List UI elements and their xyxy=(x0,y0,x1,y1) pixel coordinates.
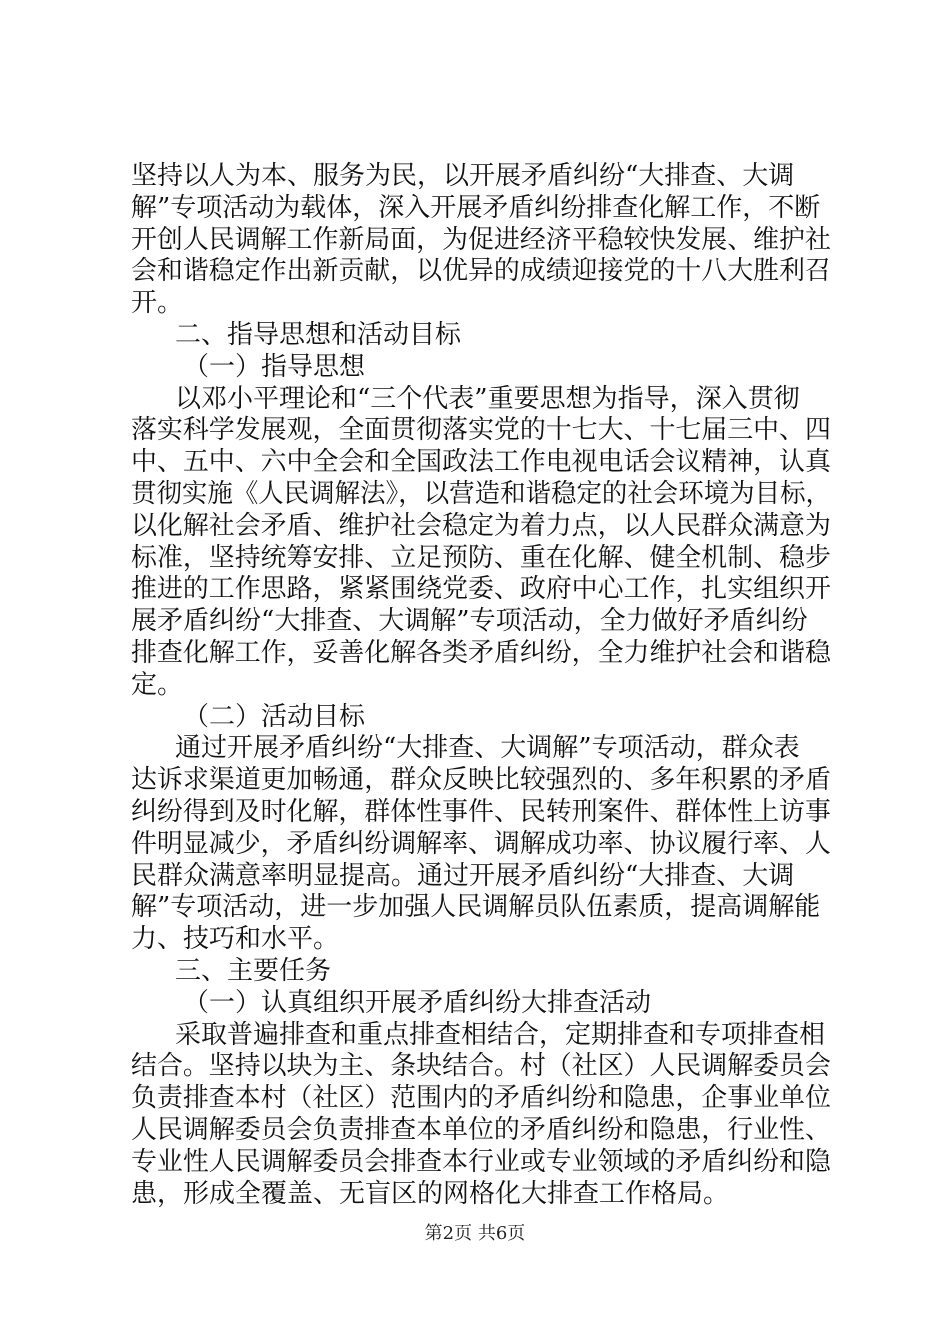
text-line: 力、技巧和水平。 xyxy=(131,924,340,954)
text-line: 开创人民调解工作新局面，为促进经济平稳较快发展、维护社 xyxy=(131,225,831,255)
text-line: 解”专项活动，进一步加强人民调解员队伍素质，提高调解能 xyxy=(131,892,821,922)
text-line: 专业性人民调解委员会排查本行业或专业领域的矛盾纠纷和隐 xyxy=(131,1147,831,1177)
text-line: 定。 xyxy=(131,670,184,700)
text-line: 标准，坚持统筹安排、立足预防、重在化解、健全机制、稳步 xyxy=(131,543,831,573)
text-line: 通过开展矛盾纠纷“大排查、大调解”专项活动，群众表 xyxy=(175,733,800,763)
text-line: 会和谐稳定作出新贡献，以优异的成绩迎接党的十八大胜利召 xyxy=(131,256,831,286)
text-line: 推进的工作思路，紧紧围绕党委、政府中心工作，扎实组织开 xyxy=(131,574,831,604)
text-line: 贯彻实施《人民调解法》，以营造和谐稳定的社会环境为目标， xyxy=(131,479,832,509)
text-line: 负责排查本村（社区）范围内的矛盾纠纷和隐患，企事业单位 xyxy=(131,1083,831,1113)
text-line: 患，形成全覆盖、无盲区的网格化大排查工作格局。 xyxy=(131,1179,730,1209)
text-line: 结合。坚持以块为主、条块结合。村（社区）人民调解委员会 xyxy=(131,1051,831,1081)
text-line: 采取普遍排查和重点排查相结合，定期排查和专项排查相 xyxy=(175,1020,826,1050)
text-line: 民群众满意率明显提高。通过开展矛盾纠纷“大排查、大调 xyxy=(131,861,795,891)
text-line: 落实科学发展观，全面贯彻落实党的十七大、十七届三中、四 xyxy=(131,415,831,445)
subsection-heading: （二）活动目标 xyxy=(183,702,366,732)
section-heading: 二、指导思想和活动目标 xyxy=(175,320,462,350)
text-line: 开。 xyxy=(131,288,184,318)
text-line: 中、五中、六中全会和全国政法工作电视电话会议精神，认真 xyxy=(131,447,831,477)
page-number: 第2页 共6页 xyxy=(424,1223,526,1244)
text-line: 展矛盾纠纷“大排查、大调解”专项活动，全力做好矛盾纠纷 xyxy=(131,606,808,636)
text-line: 纠纷得到及时化解，群体性事件、民转刑案件、群体性上访事 xyxy=(131,797,831,827)
text-line: 件明显减少，矛盾纠纷调解率、调解成功率、协议履行率、人 xyxy=(131,829,831,859)
text-line: 解”专项活动为载体，深入开展矛盾纠纷排查化解工作，不断 xyxy=(131,193,821,223)
text-line: 人民调解委员会负责排查本单位的矛盾纠纷和隐患，行业性、 xyxy=(131,1115,831,1145)
subsection-heading: （一）认真组织开展矛盾纠纷大排查活动 xyxy=(183,988,652,1018)
section-heading: 三、主要任务 xyxy=(175,956,332,986)
text-line: 坚持以人为本、服务为民，以开展矛盾纠纷“大排查、大调 xyxy=(131,161,795,191)
subsection-heading: （一）指导思想 xyxy=(183,352,366,382)
text-line: 以化解社会矛盾、维护社会稳定为着力点，以人民群众满意为 xyxy=(131,511,831,541)
text-line: 以邓小平理论和“三个代表”重要思想为指导，深入贯彻 xyxy=(175,384,800,414)
text-line: 达诉求渠道更加畅通，群众反映比较强烈的、多年积累的矛盾 xyxy=(131,765,831,795)
text-line: 排查化解工作，妥善化解各类矛盾纠纷，全力维护社会和谐稳 xyxy=(131,638,831,668)
